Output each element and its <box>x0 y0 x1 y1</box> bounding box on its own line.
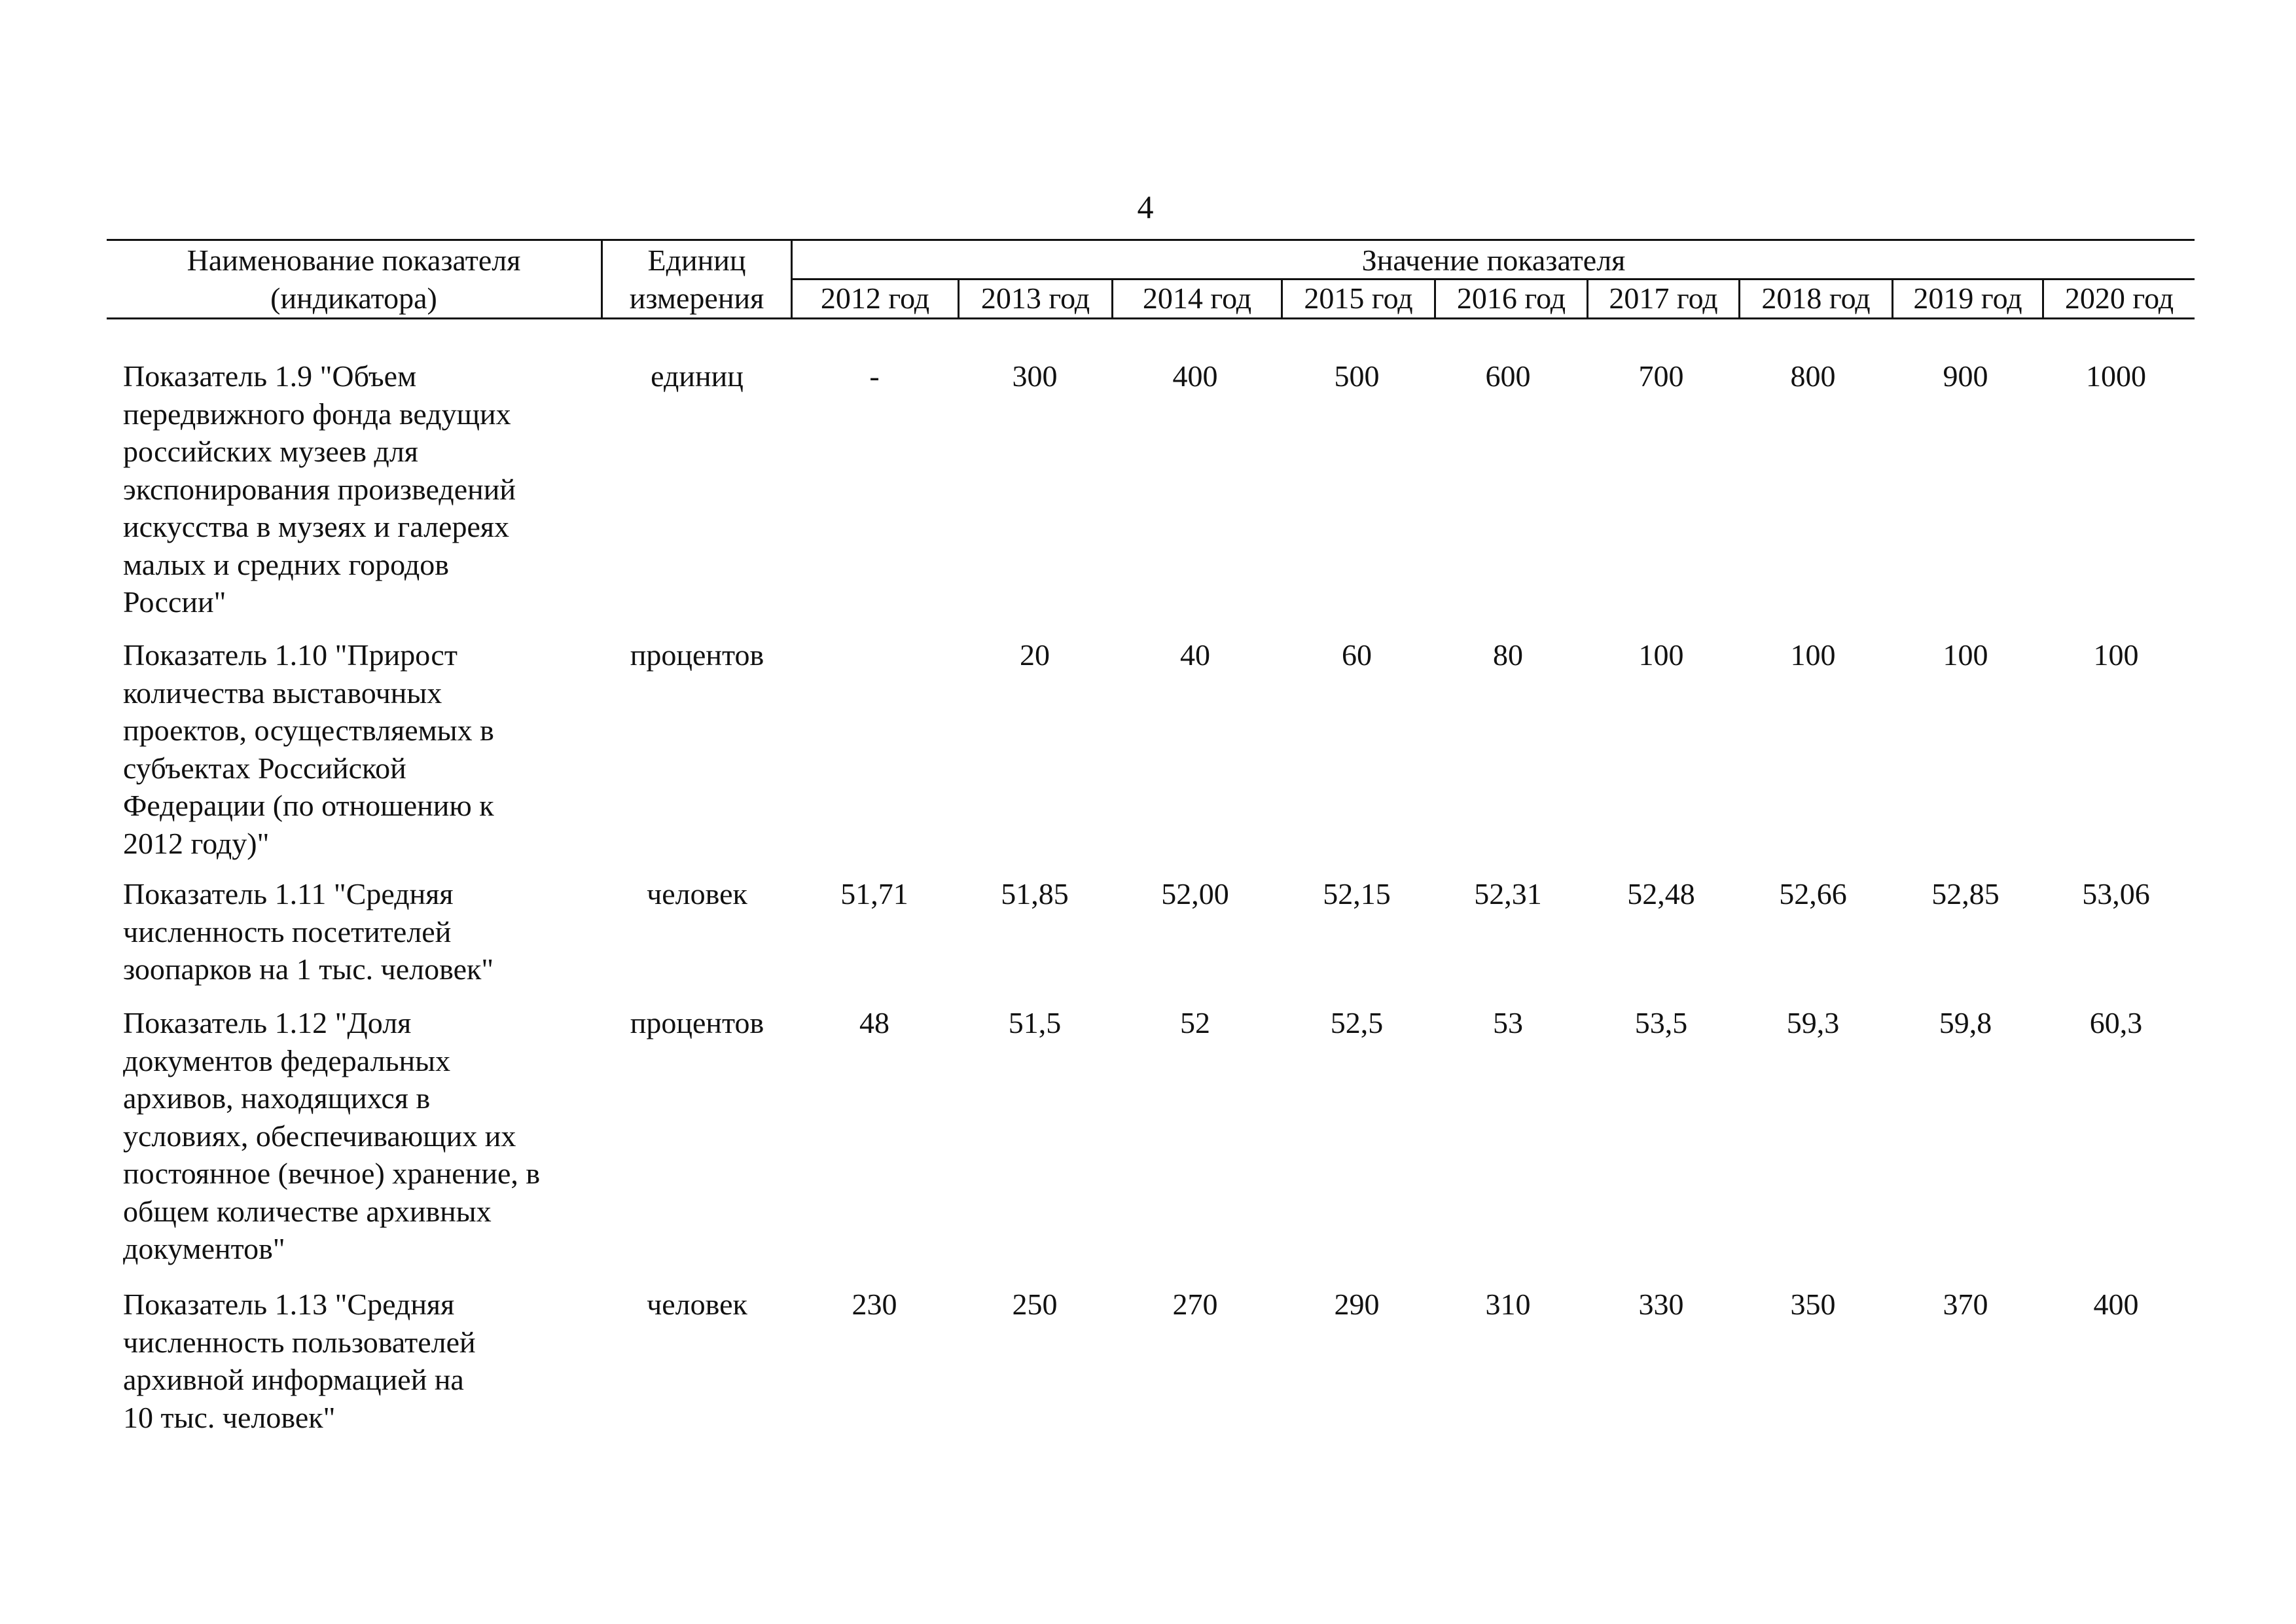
value-2016: 80 <box>1493 638 1523 672</box>
value-2020: 1000 <box>2086 359 2146 393</box>
value-2018: 100 <box>1790 638 1836 672</box>
value-2019: 100 <box>1943 638 1988 672</box>
header-year: 2015 год <box>1304 281 1413 315</box>
value-2018: 52,66 <box>1779 877 1847 911</box>
value-2020: 53,06 <box>2082 877 2150 911</box>
value-2015: 290 <box>1334 1288 1380 1321</box>
value-2019: 370 <box>1943 1288 1988 1321</box>
value-2014: 52 <box>1180 1006 1210 1039</box>
value-2014: 400 <box>1172 359 1218 393</box>
indicator-unit: процентов <box>630 638 764 672</box>
value-2015: 52,15 <box>1323 877 1391 911</box>
value-2015: 60 <box>1342 638 1372 672</box>
value-2014: 52,00 <box>1161 877 1229 911</box>
indicator-unit: человек <box>647 1288 747 1321</box>
value-2013: 51,85 <box>1001 877 1069 911</box>
header-year: 2018 год <box>1761 281 1871 315</box>
value-2016: 53 <box>1493 1006 1523 1039</box>
header-year: 2019 год <box>1913 281 2022 315</box>
value-2017: 52,48 <box>1627 877 1695 911</box>
value-2019: 900 <box>1943 359 1988 393</box>
value-2017: 100 <box>1638 638 1684 672</box>
indicator-name: Показатель 1.10 "Прирост количества выставочных проектов, осуществляемых в субъектах Российской Федерации (по отношению к 2012 году)" <box>123 638 494 860</box>
value-2012: 230 <box>852 1288 897 1321</box>
value-2017: 700 <box>1638 359 1684 393</box>
value-2018: 59,3 <box>1786 1006 1840 1039</box>
value-2019: 52,85 <box>1931 877 2000 911</box>
value-2015: 500 <box>1334 359 1380 393</box>
header-year: 2012 год <box>820 281 930 315</box>
header-year: 2013 год <box>980 281 1090 315</box>
indicator-name: Показатель 1.9 "Объем передвижного фонда ведущих российских музеев для экспонирования произведений искусства в музеях и галереях малых и средних городов России" <box>123 359 516 619</box>
header-name-line1: Наименование показателя <box>187 244 521 277</box>
value-2017: 53,5 <box>1634 1006 1688 1039</box>
page-number: 4 <box>1137 189 1154 225</box>
value-2014: 270 <box>1172 1288 1218 1321</box>
header-year: 2016 год <box>1456 281 1566 315</box>
header-value-group: Значение показателя <box>1361 244 1626 277</box>
value-2013: 20 <box>1020 638 1050 672</box>
indicator-name: Показатель 1.12 "Доля документов федеральных архивов, находящихся в условиях, обеспечивающих их постоянное (вечное) хранение, в общем количестве архивных документов" <box>123 1006 541 1265</box>
header-unit-line2: измерения <box>629 281 764 315</box>
header-year: 2017 год <box>1609 281 1718 315</box>
value-2019: 59,8 <box>1939 1006 1992 1039</box>
value-2015: 52,5 <box>1330 1006 1384 1039</box>
value-2016: 600 <box>1485 359 1531 393</box>
header-bottom-rule <box>107 317 2195 319</box>
value-2018: 800 <box>1790 359 1836 393</box>
header-year: 2020 год <box>2064 281 2174 315</box>
header-unit-line1: Единиц <box>647 244 746 277</box>
value-2020: 400 <box>2093 1288 2139 1321</box>
value-2012: - <box>869 359 880 393</box>
indicator-unit: единиц <box>651 359 744 393</box>
value-2016: 52,31 <box>1474 877 1542 911</box>
value-2016: 310 <box>1485 1288 1531 1321</box>
value-2017: 330 <box>1638 1288 1684 1321</box>
indicator-unit: процентов <box>630 1006 764 1039</box>
value-2020: 60,3 <box>2089 1006 2143 1039</box>
indicator-name: Показатель 1.11 "Средняя численность посетителей зоопарков на 1 тыс. человек" <box>123 877 494 986</box>
indicator-unit: человек <box>647 877 747 911</box>
value-2020: 100 <box>2093 638 2139 672</box>
indicator-name: Показатель 1.13 "Средняя численность пользователей архивной информацией на 10 тыс. человек" <box>123 1288 476 1434</box>
value-2018: 350 <box>1790 1288 1836 1321</box>
value-2013: 250 <box>1012 1288 1058 1321</box>
header-top-rule <box>107 239 2195 241</box>
value-2012: 51,71 <box>840 877 908 911</box>
header-name-line2: (индикатора) <box>270 281 437 315</box>
header-year: 2014 год <box>1142 281 1252 315</box>
value-2013: 51,5 <box>1008 1006 1062 1039</box>
value-2013: 300 <box>1012 359 1058 393</box>
value-2012: 48 <box>859 1006 889 1039</box>
value-2014: 40 <box>1180 638 1210 672</box>
